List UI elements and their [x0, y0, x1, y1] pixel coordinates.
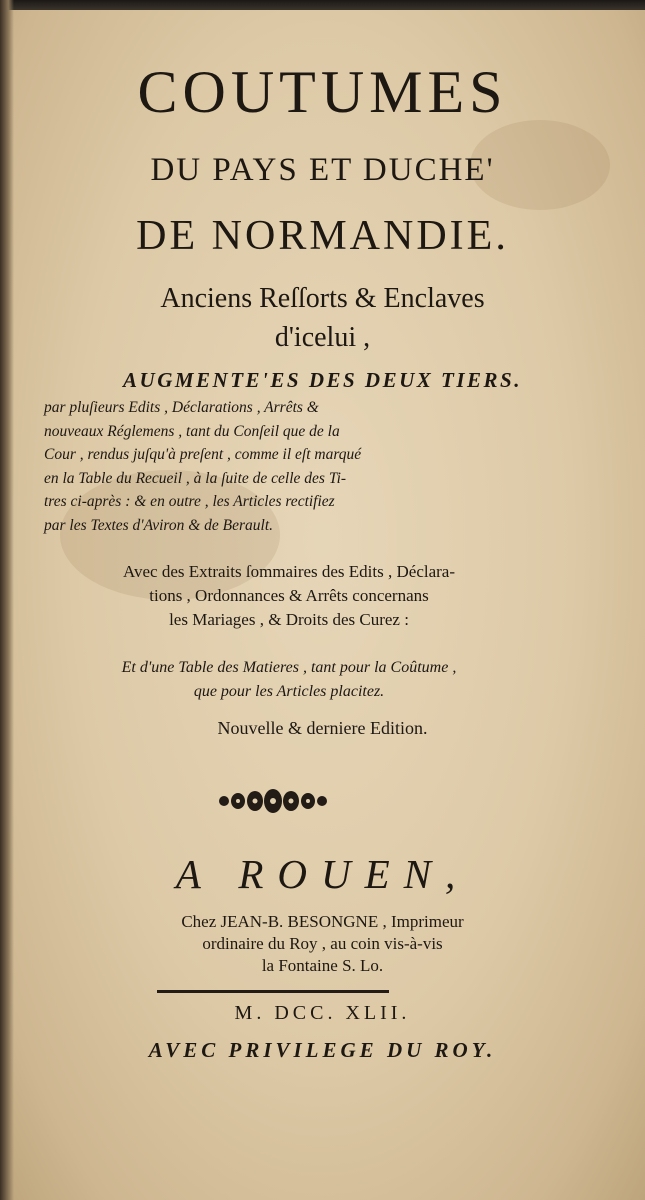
horizontal-rule	[157, 990, 389, 993]
augmented-line: tres ci-après : & en outre , les Articles rectifiez	[44, 493, 335, 510]
augmented-line: par les Textes d'Aviron & de Berault.	[44, 516, 274, 534]
augmented-line: par pluſieurs Edits , Déclarations , Arrêts &	[44, 399, 319, 416]
imprint-city: A ROUEN,	[175, 851, 470, 897]
augmented-line: nouveaux Réglemens , tant du Conſeil que de la	[44, 422, 340, 440]
extracts-paragraph	[44, 560, 534, 632]
table-paragraph	[44, 656, 534, 704]
edition-line: Nouvelle & derniere Edition.	[217, 718, 428, 738]
printer-line-3: la Fontaine S. Lo.	[261, 956, 384, 975]
augmented-line: en la Table du Recueil , à la ſuite de celle des Ti-	[44, 469, 347, 487]
augmented-paragraph	[44, 396, 534, 537]
title-line-1: COUTUMES	[137, 59, 508, 125]
table-line: Et d'une Table des Matieres , tant pour la Coûtume ,	[121, 659, 457, 676]
extracts-line: tions , Ordonnances & Arrêts concernans	[149, 586, 429, 605]
augmented-line: Cour , rendus juſqu'à preſent , comme il eſt marqué	[44, 446, 362, 463]
printer-line-2: ordinaire du Roy , au coin vis-à-vis	[202, 934, 443, 953]
printers-ornament	[216, 783, 330, 819]
subtitle-line-1: Anciens Reſſorts & Enclaves	[160, 283, 485, 314]
book-top-edge	[0, 0, 645, 10]
augmented-heading: AUGMENTE'ES DES DEUX TIERS.	[123, 368, 522, 392]
extracts-line: Avec des Extraits ſommaires des Edits , Déclara-	[122, 562, 455, 581]
title-line-2: DU PAYS ET DUCHE'	[150, 152, 495, 188]
subtitle-line-2: d'icelui ,	[274, 322, 371, 353]
extracts-line: les Mariages , & Droits des Curez :	[169, 610, 409, 629]
printer-line-1: Chez JEAN-B. BESONGNE , Imprimeur	[181, 912, 464, 931]
table-line: que pour les Articles placitez.	[193, 683, 385, 700]
imprint-date: M. DCC. XLII.	[234, 1002, 411, 1024]
title-line-3: DE NORMANDIE.	[136, 213, 509, 259]
royal-privilege: AVEC PRIVILEGE DU ROY.	[148, 1038, 497, 1062]
